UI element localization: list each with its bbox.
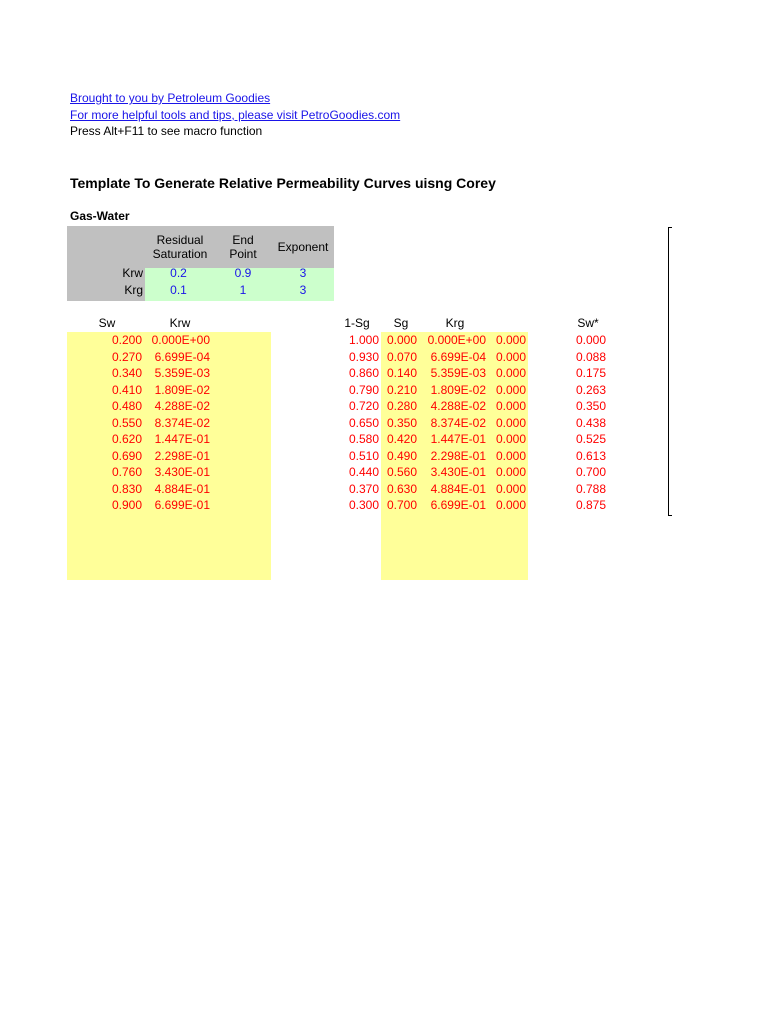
one-minus-sg-cell: 0.440 xyxy=(348,465,379,479)
bracket-line xyxy=(668,227,669,515)
sw-star-cell: 0.175 xyxy=(575,366,606,380)
sg-cell: 0.070 xyxy=(386,349,417,364)
header-sg: Sg xyxy=(393,316,409,330)
krg-residual-value[interactable]: 0.1 xyxy=(170,283,187,297)
sg-cell: 0.000 xyxy=(386,333,417,347)
krw-cell: 8.374E-02 xyxy=(154,415,210,430)
bracket-bottom-tick xyxy=(668,515,672,516)
petrogoodies-site-link[interactable]: For more helpful tools and tips, please visit PetroGoodies.com xyxy=(70,108,401,122)
extra-cell: 0.000 xyxy=(495,366,526,380)
krg-cell: 6.699E-01 xyxy=(430,498,486,512)
one-minus-sg-cell: 0.510 xyxy=(348,448,379,463)
one-minus-sg-cell: 1.000 xyxy=(348,333,379,347)
sw-star-cell: 0.788 xyxy=(575,481,606,496)
sw-star-cell: 0.088 xyxy=(575,349,606,364)
petroleum-goodies-link[interactable]: Brought to you by Petroleum Goodies xyxy=(70,91,271,105)
sw-cell: 0.690 xyxy=(111,448,142,463)
krw-cell: 4.288E-02 xyxy=(154,399,210,413)
krg-cell: 1.809E-02 xyxy=(430,382,486,397)
krg-cell: 6.699E-04 xyxy=(430,349,486,364)
col-exponent: Exponent xyxy=(277,240,329,254)
sw-star-cell: 0.438 xyxy=(575,415,606,430)
krw-residual-value[interactable]: 0.2 xyxy=(170,266,187,280)
one-minus-sg-cell: 0.580 xyxy=(348,432,379,446)
sg-cell: 0.560 xyxy=(386,465,417,479)
krw-cell: 3.430E-01 xyxy=(154,465,210,479)
krg-end-point-value[interactable]: 1 xyxy=(239,283,247,297)
krw-cell: 4.884E-01 xyxy=(154,481,210,496)
krg-exponent-value[interactable]: 3 xyxy=(299,283,307,297)
sg-cell: 0.350 xyxy=(386,415,417,430)
param-row-label-krw: Krw xyxy=(122,266,143,280)
sg-cell: 0.420 xyxy=(386,432,417,446)
sw-star-cell: 0.263 xyxy=(575,382,606,397)
sw-star-cell: 0.875 xyxy=(575,498,606,512)
sg-cell: 0.140 xyxy=(386,366,417,380)
one-minus-sg-cell: 0.930 xyxy=(348,349,379,364)
one-minus-sg-cell: 0.370 xyxy=(348,481,379,496)
krw-cell: 0.000E+00 xyxy=(151,333,210,347)
sg-cell: 0.700 xyxy=(386,498,417,512)
krw-cell: 1.447E-01 xyxy=(154,432,210,446)
extra-cell: 0.000 xyxy=(495,415,526,430)
krg-cell: 1.447E-01 xyxy=(430,432,486,446)
sw-cell: 0.410 xyxy=(111,382,142,397)
sw-star-cell: 0.525 xyxy=(575,432,606,446)
sw-cell: 0.270 xyxy=(111,349,142,364)
sw-cell: 0.900 xyxy=(111,498,142,512)
sw-cell: 0.620 xyxy=(111,432,142,446)
krw-exponent-value[interactable]: 3 xyxy=(299,266,307,280)
sw-star-cell: 0.613 xyxy=(575,448,606,463)
header-krg: Krg xyxy=(445,316,465,330)
krg-cell: 3.430E-01 xyxy=(430,465,486,479)
krg-cell: 2.298E-01 xyxy=(430,448,486,463)
sw-cell: 0.340 xyxy=(111,366,142,380)
sg-cell: 0.210 xyxy=(386,382,417,397)
krw-cell: 2.298E-01 xyxy=(154,448,210,463)
extra-cell: 0.000 xyxy=(495,465,526,479)
krw-end-point-value[interactable]: 0.9 xyxy=(234,266,252,280)
extra-cell: 0.000 xyxy=(495,382,526,397)
extra-cell: 0.000 xyxy=(495,432,526,446)
extra-cell: 0.000 xyxy=(495,498,526,512)
sw-cell: 0.550 xyxy=(111,415,142,430)
one-minus-sg-cell: 0.300 xyxy=(348,498,379,512)
section-label: Gas-Water xyxy=(70,209,130,223)
sg-cell: 0.630 xyxy=(386,481,417,496)
param-row-label-krg: Krg xyxy=(124,283,143,297)
sg-cell: 0.280 xyxy=(386,399,417,413)
page-title: Template To Generate Relative Permeability Curves uisng Corey xyxy=(70,175,496,191)
sg-cell: 0.490 xyxy=(386,448,417,463)
extra-cell: 0.000 xyxy=(495,448,526,463)
krw-cell: 6.699E-04 xyxy=(154,349,210,364)
extra-cell: 0.000 xyxy=(495,333,526,347)
sw-star-cell: 0.000 xyxy=(575,333,606,347)
macro-note: Press Alt+F11 to see macro function xyxy=(70,124,263,138)
krw-cell: 5.359E-03 xyxy=(154,366,210,380)
krw-cell: 6.699E-01 xyxy=(154,498,210,512)
col-end-point: End Point xyxy=(229,233,257,261)
extra-cell: 0.000 xyxy=(495,399,526,413)
sw-star-cell: 0.700 xyxy=(575,465,606,479)
sw-cell: 0.830 xyxy=(111,481,142,496)
header-sw: Sw xyxy=(98,316,116,330)
header-krw: Krw xyxy=(169,316,191,330)
header-1-sg: 1-Sg xyxy=(344,316,370,330)
sw-star-cell: 0.350 xyxy=(575,399,606,413)
krg-cell: 4.288E-02 xyxy=(430,399,486,413)
one-minus-sg-cell: 0.720 xyxy=(348,399,379,413)
krw-cell: 1.809E-02 xyxy=(154,382,210,397)
extra-cell: 0.000 xyxy=(495,349,526,364)
one-minus-sg-cell: 0.860 xyxy=(348,366,379,380)
krg-cell: 8.374E-02 xyxy=(430,415,486,430)
bracket-top-tick xyxy=(668,227,672,228)
krg-cell: 5.359E-03 xyxy=(430,366,486,380)
header-sw-star: Sw* xyxy=(577,316,599,330)
sw-cell: 0.480 xyxy=(111,399,142,413)
sw-cell: 0.760 xyxy=(111,465,142,479)
extra-cell: 0.000 xyxy=(495,481,526,496)
one-minus-sg-cell: 0.650 xyxy=(348,415,379,430)
one-minus-sg-cell: 0.790 xyxy=(348,382,379,397)
krg-cell: 4.884E-01 xyxy=(430,481,486,496)
krg-cell: 0.000E+00 xyxy=(427,333,486,347)
sw-cell: 0.200 xyxy=(111,333,142,347)
col-residual-saturation: Residual Saturation xyxy=(152,233,208,261)
